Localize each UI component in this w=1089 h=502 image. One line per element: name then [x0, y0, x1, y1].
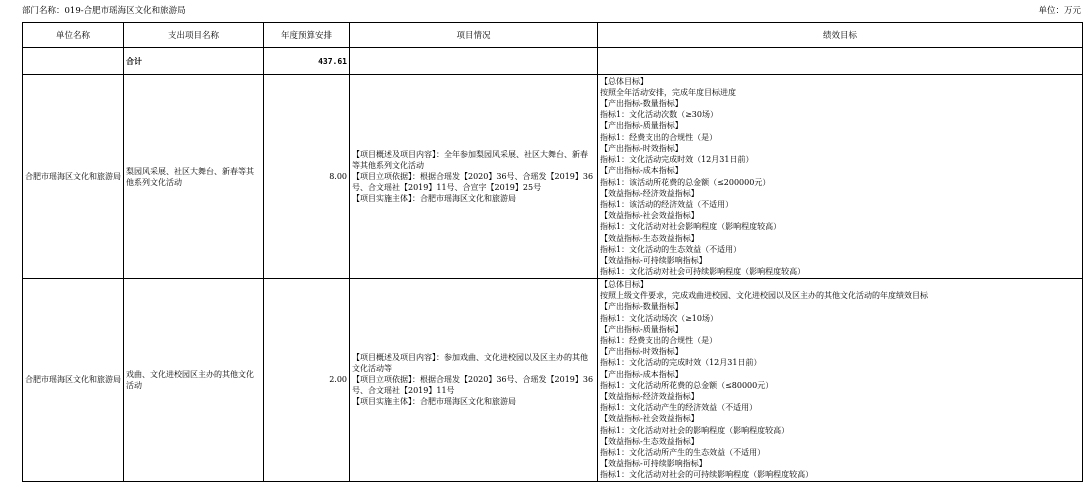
info-line: 【项目实施主体】：合肥市瑶海区文化和旅游局	[352, 194, 516, 203]
info-line: 【项目立项依据】：根据合瑶发【2020】36号、合瑶发【2019】36号、合文瑶社【2019】11号	[352, 375, 594, 396]
perf-line: 指标1：经费支出的合规性（是）	[600, 336, 718, 346]
info-line: 【项目实施主体】：合肥市瑶海区文化和旅游局	[352, 397, 516, 407]
perf-line: 【产出指标-时效指标】	[600, 143, 683, 153]
perf-line: 指标1：该活动的经济效益（不适用）	[600, 199, 734, 209]
header-row	[23, 23, 1083, 48]
perf-line: 指标1：文化活动对社会可持续影响程度（影响程度较高）	[600, 267, 806, 277]
perf-line: 按照全年活动安排，完成年度目标进度	[600, 87, 736, 97]
perf-line: 指标1：文化活动对社会影响程度（影响程度较高）	[600, 222, 782, 232]
perf-line: 指标1：文化活动的完成时效（12月31日前）	[600, 358, 762, 368]
info-line: 【项目立项依据】：根据合瑶发【2020】36号、合瑶发【2019】36号、合文瑶社【2019】11号、合宣字【2019】25号	[352, 172, 594, 192]
perf-line: 【效益指标-生态效益指标】	[600, 233, 699, 243]
col-header-project-name: 支出项目名称	[124, 23, 264, 48]
perf-line: 【产出指标-数量指标】	[600, 99, 683, 109]
budget-cell: 8.00	[264, 75, 350, 279]
table-row	[23, 75, 1083, 279]
perf-line: 【效益指标-经济效益指标】	[600, 392, 699, 402]
project-name-cell: 戏曲、文化进校园区主办的其他文化活动	[124, 279, 264, 482]
perf-line: 【产出指标-质量指标】	[600, 324, 683, 334]
unit-name-cell: 合肥市瑶海区文化和旅游局	[23, 75, 124, 279]
unit-label: 单位：万元	[1038, 6, 1081, 16]
table-row	[23, 279, 1083, 482]
perf-line: 【总体目标】	[600, 280, 648, 289]
unit-name-cell: 合肥市瑶海区文化和旅游局	[23, 279, 124, 482]
perf-line: 【产出指标-质量指标】	[600, 121, 683, 131]
perf-line: 按照上级文件要求，完成戏曲进校园、文化进校园以及区主办的其他文化活动的年度绩效目标	[600, 291, 928, 301]
perf-line: 【效益指标-生态效益指标】	[600, 436, 699, 446]
total-label: 合计	[124, 48, 264, 75]
budget-table	[22, 22, 1083, 482]
perf-line: 指标1：文化活动场次（≥10场）	[600, 313, 718, 323]
perf-line: 【产出指标-时效指标】	[600, 347, 683, 357]
perf-line: 【产出指标-成本指标】	[600, 166, 683, 176]
total-amount: 437.61	[264, 48, 350, 75]
perf-line: 指标1：经费支出的合规性（是）	[600, 132, 718, 142]
col-header-unit-name: 单位名称	[23, 23, 124, 48]
total-row	[23, 48, 1083, 75]
col-header-project-info: 项目情况	[350, 23, 598, 48]
perf-line: 指标1：文化活动所花费的总金额（≤80000元）	[600, 380, 774, 390]
col-header-performance: 绩效目标	[598, 23, 1083, 48]
perf-line: 指标1：文化活动完成时效（12月31日前）	[600, 155, 754, 165]
col-header-budget: 年度预算安排	[264, 23, 350, 48]
perf-line: 指标1：文化活动所产生的生态效益（不适用）	[600, 448, 766, 458]
total-empty-cell	[350, 48, 598, 75]
info-line: 【项目概述及项目内容】：全年参加梨园风采展、社区大舞台、新春等其他系列文化活动	[352, 150, 588, 170]
project-info-cell	[350, 279, 598, 482]
perf-line: 指标1：文化活动对社会的可持续影响程度（影响程度较高）	[600, 470, 814, 480]
perf-line: 【效益指标-可持续影响指标】	[600, 255, 707, 265]
perf-line: 【产出指标-数量指标】	[600, 302, 683, 312]
perf-line: 【效益指标-社会效益指标】	[600, 211, 699, 221]
project-info-cell	[350, 75, 598, 279]
perf-line: 指标1：文化活动对社会的影响程度（影响程度较高）	[600, 425, 790, 435]
perf-line: 【总体目标】	[600, 76, 648, 86]
header-line	[22, 4, 1081, 16]
total-empty-cell	[23, 48, 124, 75]
perf-line: 指标1：文化活动次数（≥30场）	[600, 110, 718, 120]
perf-line: 指标1：文化活动的生态效益（不适用）	[600, 244, 742, 254]
info-line: 【项目概述及项目内容】：参加戏曲、文化进校园以及区主办的其他文化活动等	[352, 353, 588, 374]
department-label: 部门名称：019-合肥市瑶海区文化和旅游局	[22, 6, 186, 16]
perf-line: 【产出指标-成本指标】	[600, 369, 683, 379]
perf-line: 【效益指标-社会效益指标】	[600, 414, 699, 424]
project-name-cell: 梨园风采展、社区大舞台、新春等其他系列文化活动	[124, 75, 264, 279]
performance-cell	[598, 279, 1083, 482]
budget-cell: 2.00	[264, 279, 350, 482]
perf-line: 指标1：文化活动产生的经济效益（不适用）	[600, 403, 758, 413]
performance-cell	[598, 75, 1083, 279]
perf-line: 【效益指标-经济效益指标】	[600, 188, 699, 198]
perf-line: 指标1：该活动所花费的总金额（≤200000元）	[600, 177, 771, 187]
total-empty-cell	[598, 48, 1083, 75]
perf-line: 【效益指标-可持续影响指标】	[600, 459, 707, 469]
